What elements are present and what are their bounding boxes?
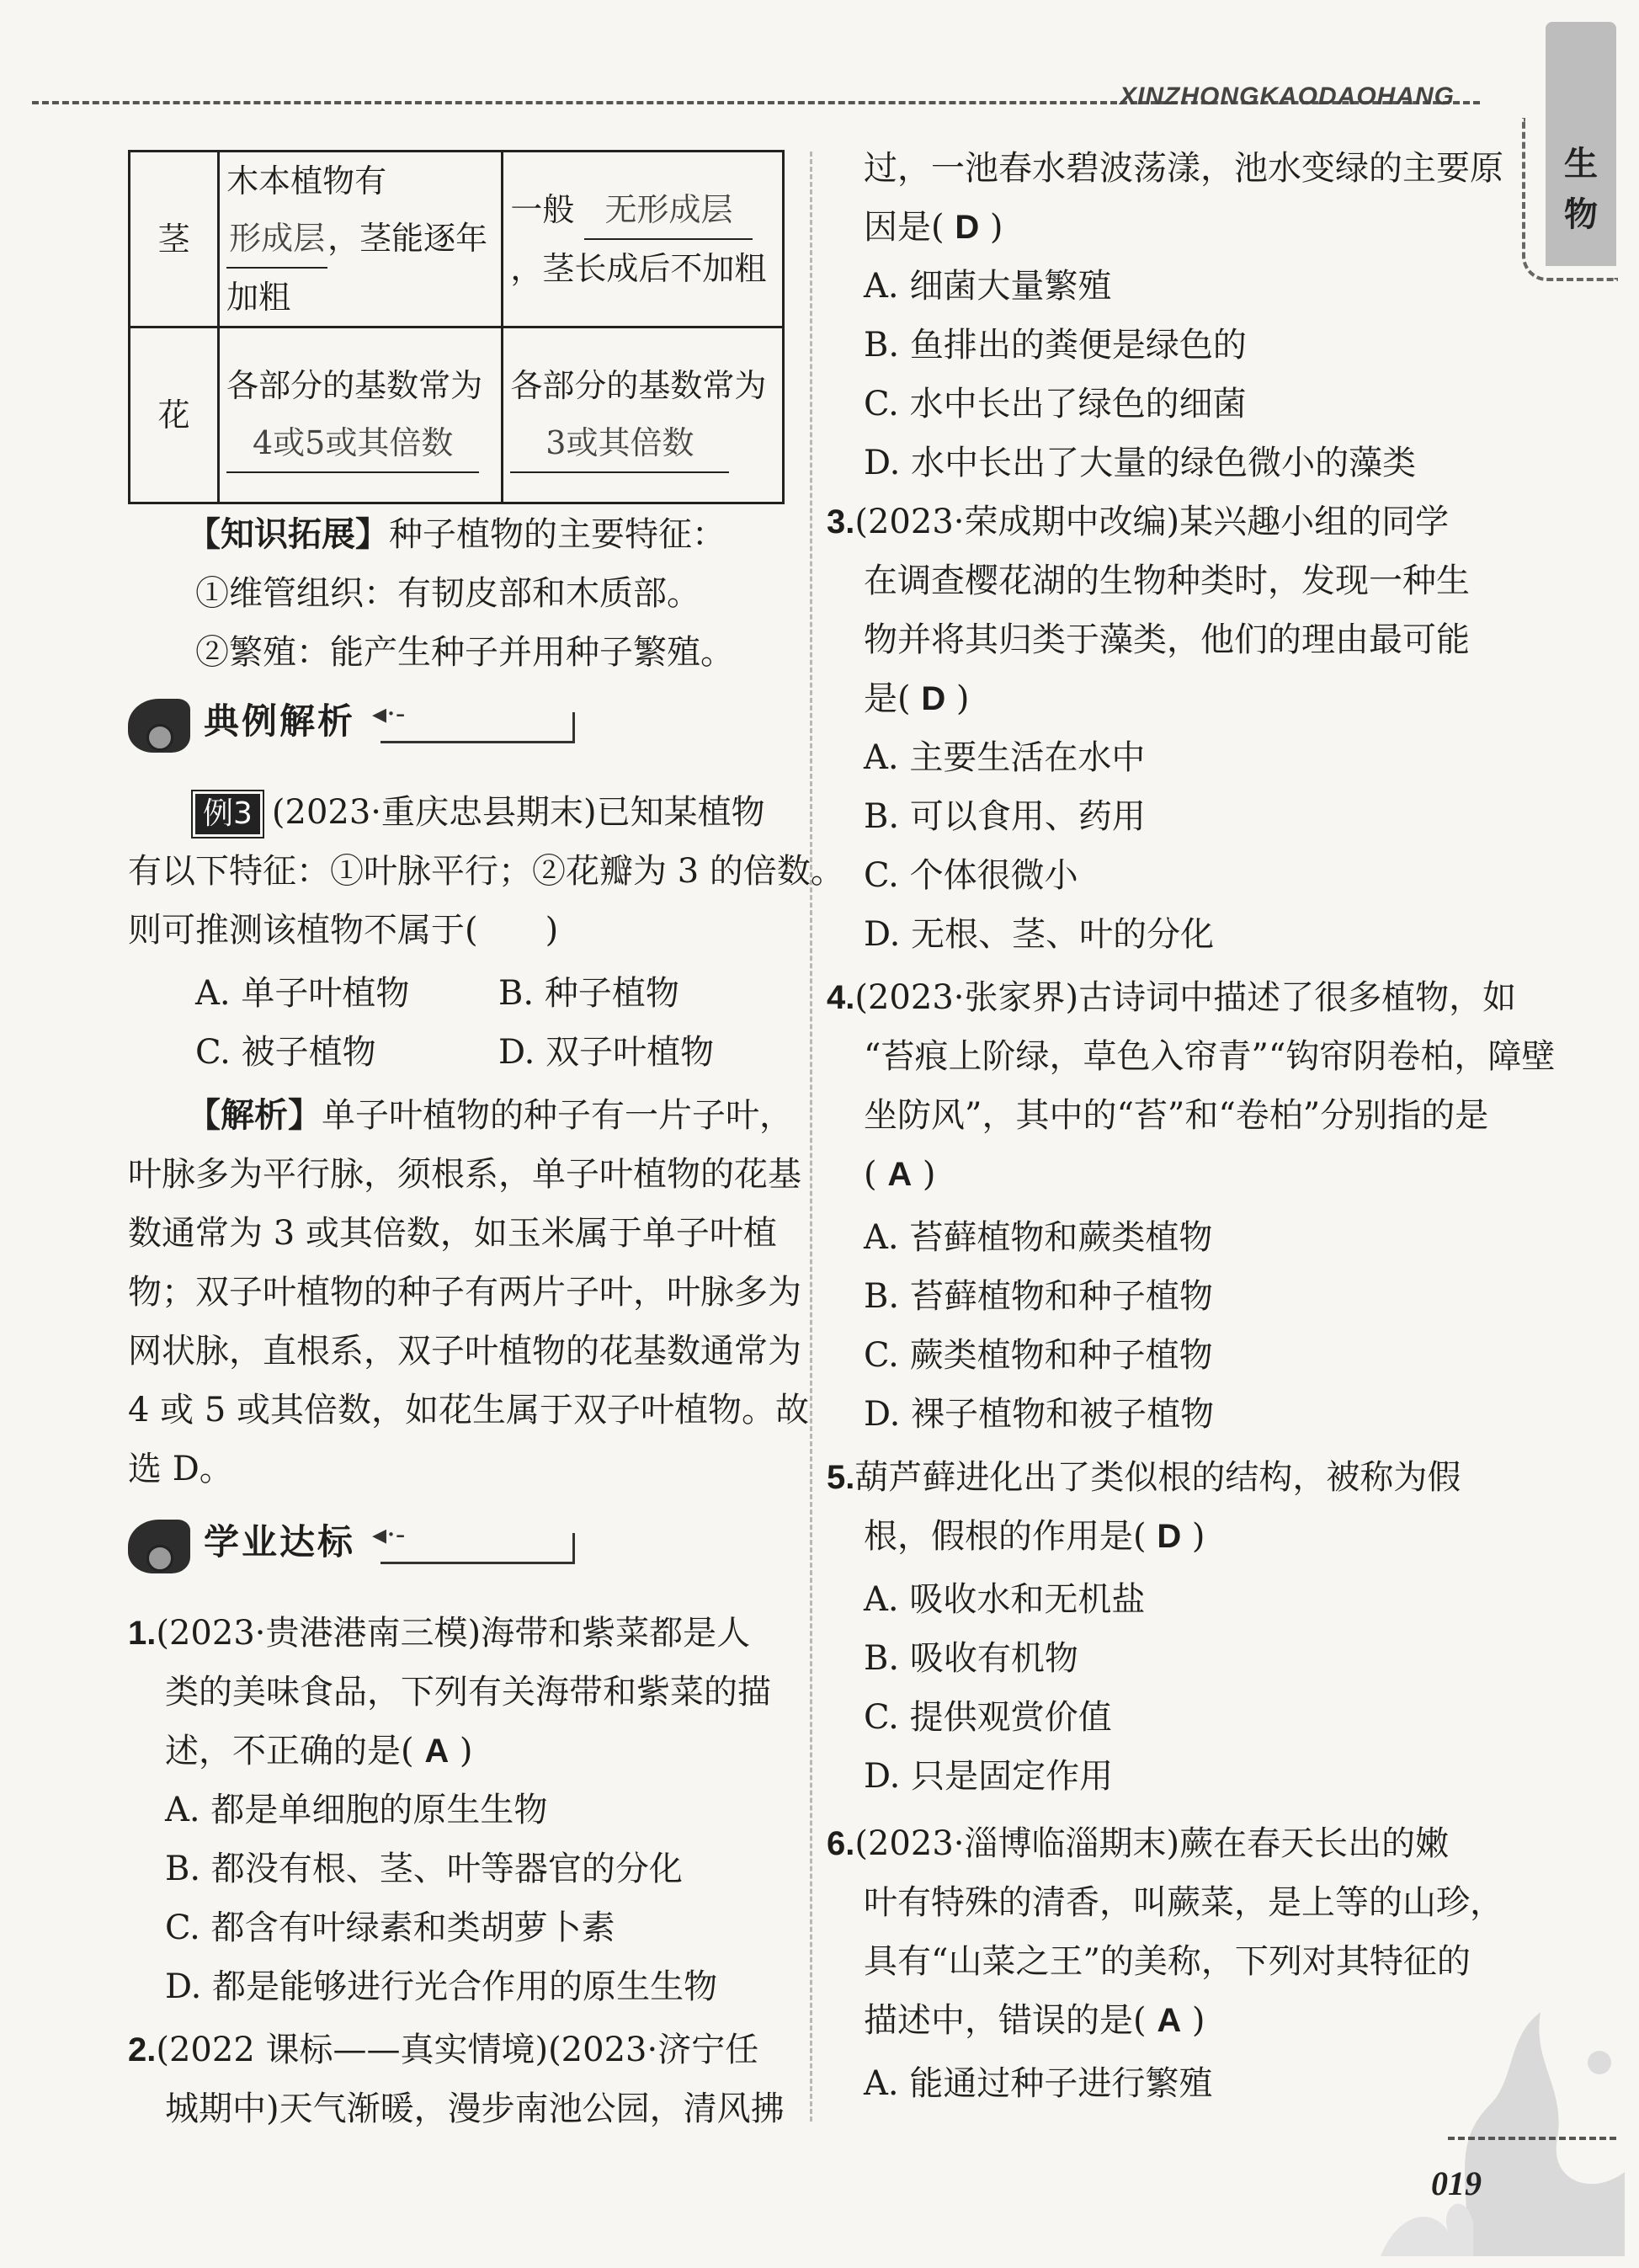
- question-1-line: [128, 1608, 750, 1658]
- camera-icon: [128, 1520, 190, 1573]
- question-option: B. 苔藓植物和种子植物: [864, 1277, 1213, 1316]
- running-title: XINZHONGKAODAOHANG: [1120, 83, 1455, 110]
- question-text: (2023·张家界)古诗词中描述了很多植物，如: [854, 978, 1517, 1017]
- question-6-line: [827, 1818, 1449, 1869]
- question-2-line: [128, 2025, 758, 2075]
- section-title: 学业达标: [204, 1521, 356, 1563]
- question-1-line: 述，不正确的是( A ): [165, 1732, 473, 1770]
- example-option: B. 种子植物: [498, 974, 679, 1013]
- cell-text: 木本植物有: [226, 162, 387, 200]
- question-6-line: 叶有特殊的清香，叫蕨菜，是上等的山珍，: [864, 1883, 1503, 1922]
- knowledge-intro: [187, 509, 726, 560]
- question-5-line: 根，假根的作用是( D ): [864, 1517, 1205, 1556]
- table-cell: [219, 152, 503, 327]
- answer-letter: A: [887, 1156, 913, 1193]
- table-cell: [219, 327, 503, 503]
- question-option: A. 细菌大量繁殖: [864, 267, 1112, 306]
- answer-letter: D: [921, 680, 946, 717]
- subject-side-tab-label: 生物: [1564, 144, 1598, 234]
- question-6-line: 具有“山菜之王”的美称，下列对其特征的: [864, 1942, 1471, 1981]
- question-5-line: [827, 1452, 1461, 1503]
- analysis-line: 4 或 5 或其倍数，如花生属于双子叶植物。故: [128, 1391, 810, 1429]
- question-4-line: “苔痕上阶绿，草色入帘青”“钩帘阴卷柏，障壁: [864, 1037, 1556, 1076]
- question-6-line: 描述中，错误的是( A ): [864, 2001, 1205, 2040]
- knowledge-point: ②繁殖：能产生种子并用种子繁殖。: [195, 633, 734, 672]
- question-3-line: 是( D ): [864, 679, 970, 718]
- question-number: 2.: [128, 2031, 157, 2068]
- cell-text: 各部分的基数常为: [226, 367, 483, 404]
- question-number: 1.: [128, 1615, 157, 1652]
- question-option: D. 无根、茎、叶的分化: [864, 915, 1215, 954]
- question-4-line: ( A ): [864, 1155, 936, 1194]
- question-number: 5.: [827, 1459, 855, 1496]
- question-option: B. 吸收有机物: [864, 1639, 1078, 1678]
- analysis-line: 选 D。: [128, 1450, 233, 1488]
- analysis-line: 叶脉多为平行脉，须根系，单子叶植物的花基: [128, 1155, 801, 1194]
- table-cell: [503, 152, 784, 327]
- table-cell: [503, 327, 784, 503]
- question-option: B. 都没有根、茎、叶等器官的分化: [165, 1850, 683, 1888]
- fill-in-answer: 形成层: [226, 210, 327, 269]
- section-header-practice: [128, 1511, 583, 1579]
- row-label: 花: [130, 327, 219, 503]
- analysis-tag: 【解析】: [187, 1095, 322, 1135]
- analysis-line: 网状脉，直根系，双子叶植物的花基数通常为: [128, 1332, 801, 1371]
- answer-letter: A: [1157, 2002, 1182, 2039]
- answer-letter: D: [955, 209, 980, 246]
- question-option: D. 裸子植物和被子植物: [864, 1395, 1215, 1434]
- answer-letter: A: [424, 1733, 450, 1770]
- table-row: [130, 152, 784, 327]
- question-number: 4.: [827, 979, 855, 1016]
- example-option: A. 单子叶植物: [195, 974, 410, 1013]
- question-text: 因是(: [864, 208, 945, 247]
- fill-in-answer: 无形成层: [584, 181, 753, 240]
- analysis-line: [187, 1090, 793, 1141]
- question-2-line: 因是( D ): [864, 208, 1003, 247]
- example-text: (2023·重庆忠县期末)已知某植物: [271, 793, 765, 832]
- knowledge-point: ①维管组织：有韧皮部和木质部。: [195, 574, 700, 613]
- footer-dashed-rule: [1448, 2137, 1616, 2140]
- knowledge-tag: 【知识拓展】: [187, 514, 389, 554]
- question-3-line: [827, 497, 1449, 547]
- cell-text: 一般: [510, 191, 575, 228]
- page-number: 019: [1431, 2164, 1482, 2202]
- question-option: C. 水中长出了绿色的细菌: [864, 385, 1247, 423]
- question-text: 描述中，错误的是(: [864, 2001, 1147, 2040]
- question-option: D. 都是能够进行光合作用的原生生物: [165, 1967, 718, 2006]
- analysis-line: 数通常为 3 或其倍数，如玉米属于单子叶植: [128, 1214, 777, 1253]
- splash-decoration-icon: [1347, 2004, 1625, 2256]
- section-title: 典例解析: [204, 700, 356, 742]
- question-option: A. 主要生活在水中: [864, 738, 1146, 777]
- cell-text: 各部分的基数常为: [510, 367, 767, 404]
- question-option: B. 可以食用、药用: [864, 797, 1146, 836]
- section-underline-box: [380, 1533, 575, 1564]
- question-option: C. 个体很微小: [864, 856, 1078, 895]
- answer-letter: D: [1157, 1518, 1182, 1555]
- cell-text: ，茎长成后不加粗: [510, 250, 767, 287]
- analysis-line: 物；双子叶植物的种子有两片子叶，叶脉多为: [128, 1273, 801, 1312]
- question-option: C. 提供观赏价值: [864, 1698, 1112, 1737]
- question-text: (2023·贵港港南三模)海带和紫菜都是人: [156, 1614, 751, 1653]
- example-stem-line: [195, 787, 765, 838]
- question-text: (2023·淄博临淄期末)蕨在春天长出的嫩: [854, 1824, 1450, 1863]
- question-1-line: 类的美味食品，下列有关海带和紫菜的描: [165, 1673, 771, 1712]
- question-option: D. 水中长出了大量的绿色微小的藻类: [864, 444, 1417, 482]
- question-text: 述，不正确的是(: [165, 1732, 414, 1770]
- question-option: D. 只是固定作用: [864, 1757, 1114, 1796]
- table-row: [130, 327, 784, 503]
- camera-icon: [128, 699, 190, 753]
- question-3-line: 在调查樱花湖的生物种类时，发现一种生: [864, 562, 1470, 600]
- question-text: (: [864, 1155, 877, 1194]
- column-divider: [810, 152, 812, 2122]
- knowledge-intro-text: 种子植物的主要特征：: [389, 515, 726, 554]
- cell-text: ，茎能逐年加粗: [226, 220, 488, 316]
- question-number: 6.: [827, 1825, 855, 1862]
- question-text: (2023·荣成期中改编)某兴趣小组的同学: [854, 503, 1450, 541]
- row-label: 茎: [130, 152, 219, 327]
- comparison-table: [128, 150, 785, 504]
- arrow-deco-icon: ◂·-: [372, 1518, 406, 1552]
- question-3-line: 物并将其归类于藻类，他们的理由最可能: [864, 620, 1470, 659]
- question-option: A. 吸收水和无机盐: [864, 1580, 1146, 1619]
- question-option: A. 能通过种子进行繁殖: [864, 2064, 1213, 2103]
- section-underline-box: [380, 712, 575, 743]
- fill-in-answer: 4或5或其倍数: [226, 414, 479, 473]
- question-option: A. 都是单细胞的原生生物: [165, 1791, 548, 1829]
- question-text: 是(: [864, 679, 911, 718]
- question-option: C. 都含有叶绿素和类胡萝卜素: [165, 1909, 615, 1947]
- question-option: C. 蕨类植物和种子植物: [864, 1336, 1213, 1375]
- question-text: 根，假根的作用是(: [864, 1517, 1147, 1556]
- question-2-line: 城期中)天气渐暖，漫步南池公园，清风拂: [165, 2090, 785, 2128]
- fill-in-answer: 3或其倍数: [510, 414, 729, 473]
- example-stem-line: 则可推测该植物不属于( ): [128, 911, 559, 950]
- question-number: 3.: [827, 503, 855, 540]
- example-option: C. 被子植物: [195, 1033, 376, 1072]
- question-text: (2022 课标——真实情境)(2023·济宁任: [156, 2031, 759, 2069]
- section-header-examples: [128, 690, 583, 758]
- example-stem-line: 有以下特征：①叶脉平行；②花瓣为 3 的倍数。: [128, 852, 844, 891]
- question-4-line: 坐防风”，其中的“苔”和“卷柏”分别指的是: [864, 1096, 1489, 1135]
- question-option: B. 鱼排出的粪便是绿色的: [864, 326, 1247, 365]
- example-option: D. 双子叶植物: [498, 1033, 715, 1072]
- question-option: A. 苔藓植物和蕨类植物: [864, 1218, 1213, 1257]
- example-tag: 例3: [195, 794, 260, 834]
- arrow-deco-icon: ◂·-: [372, 697, 406, 731]
- analysis-text: 单子叶植物的种子有一片子叶，: [322, 1096, 793, 1135]
- question-2-line: 过，一池春水碧波荡漾，池水变绿的主要原: [864, 149, 1503, 188]
- question-4-line: [827, 972, 1516, 1023]
- question-text: 葫芦藓进化出了类似根的结构，被称为假: [854, 1458, 1461, 1497]
